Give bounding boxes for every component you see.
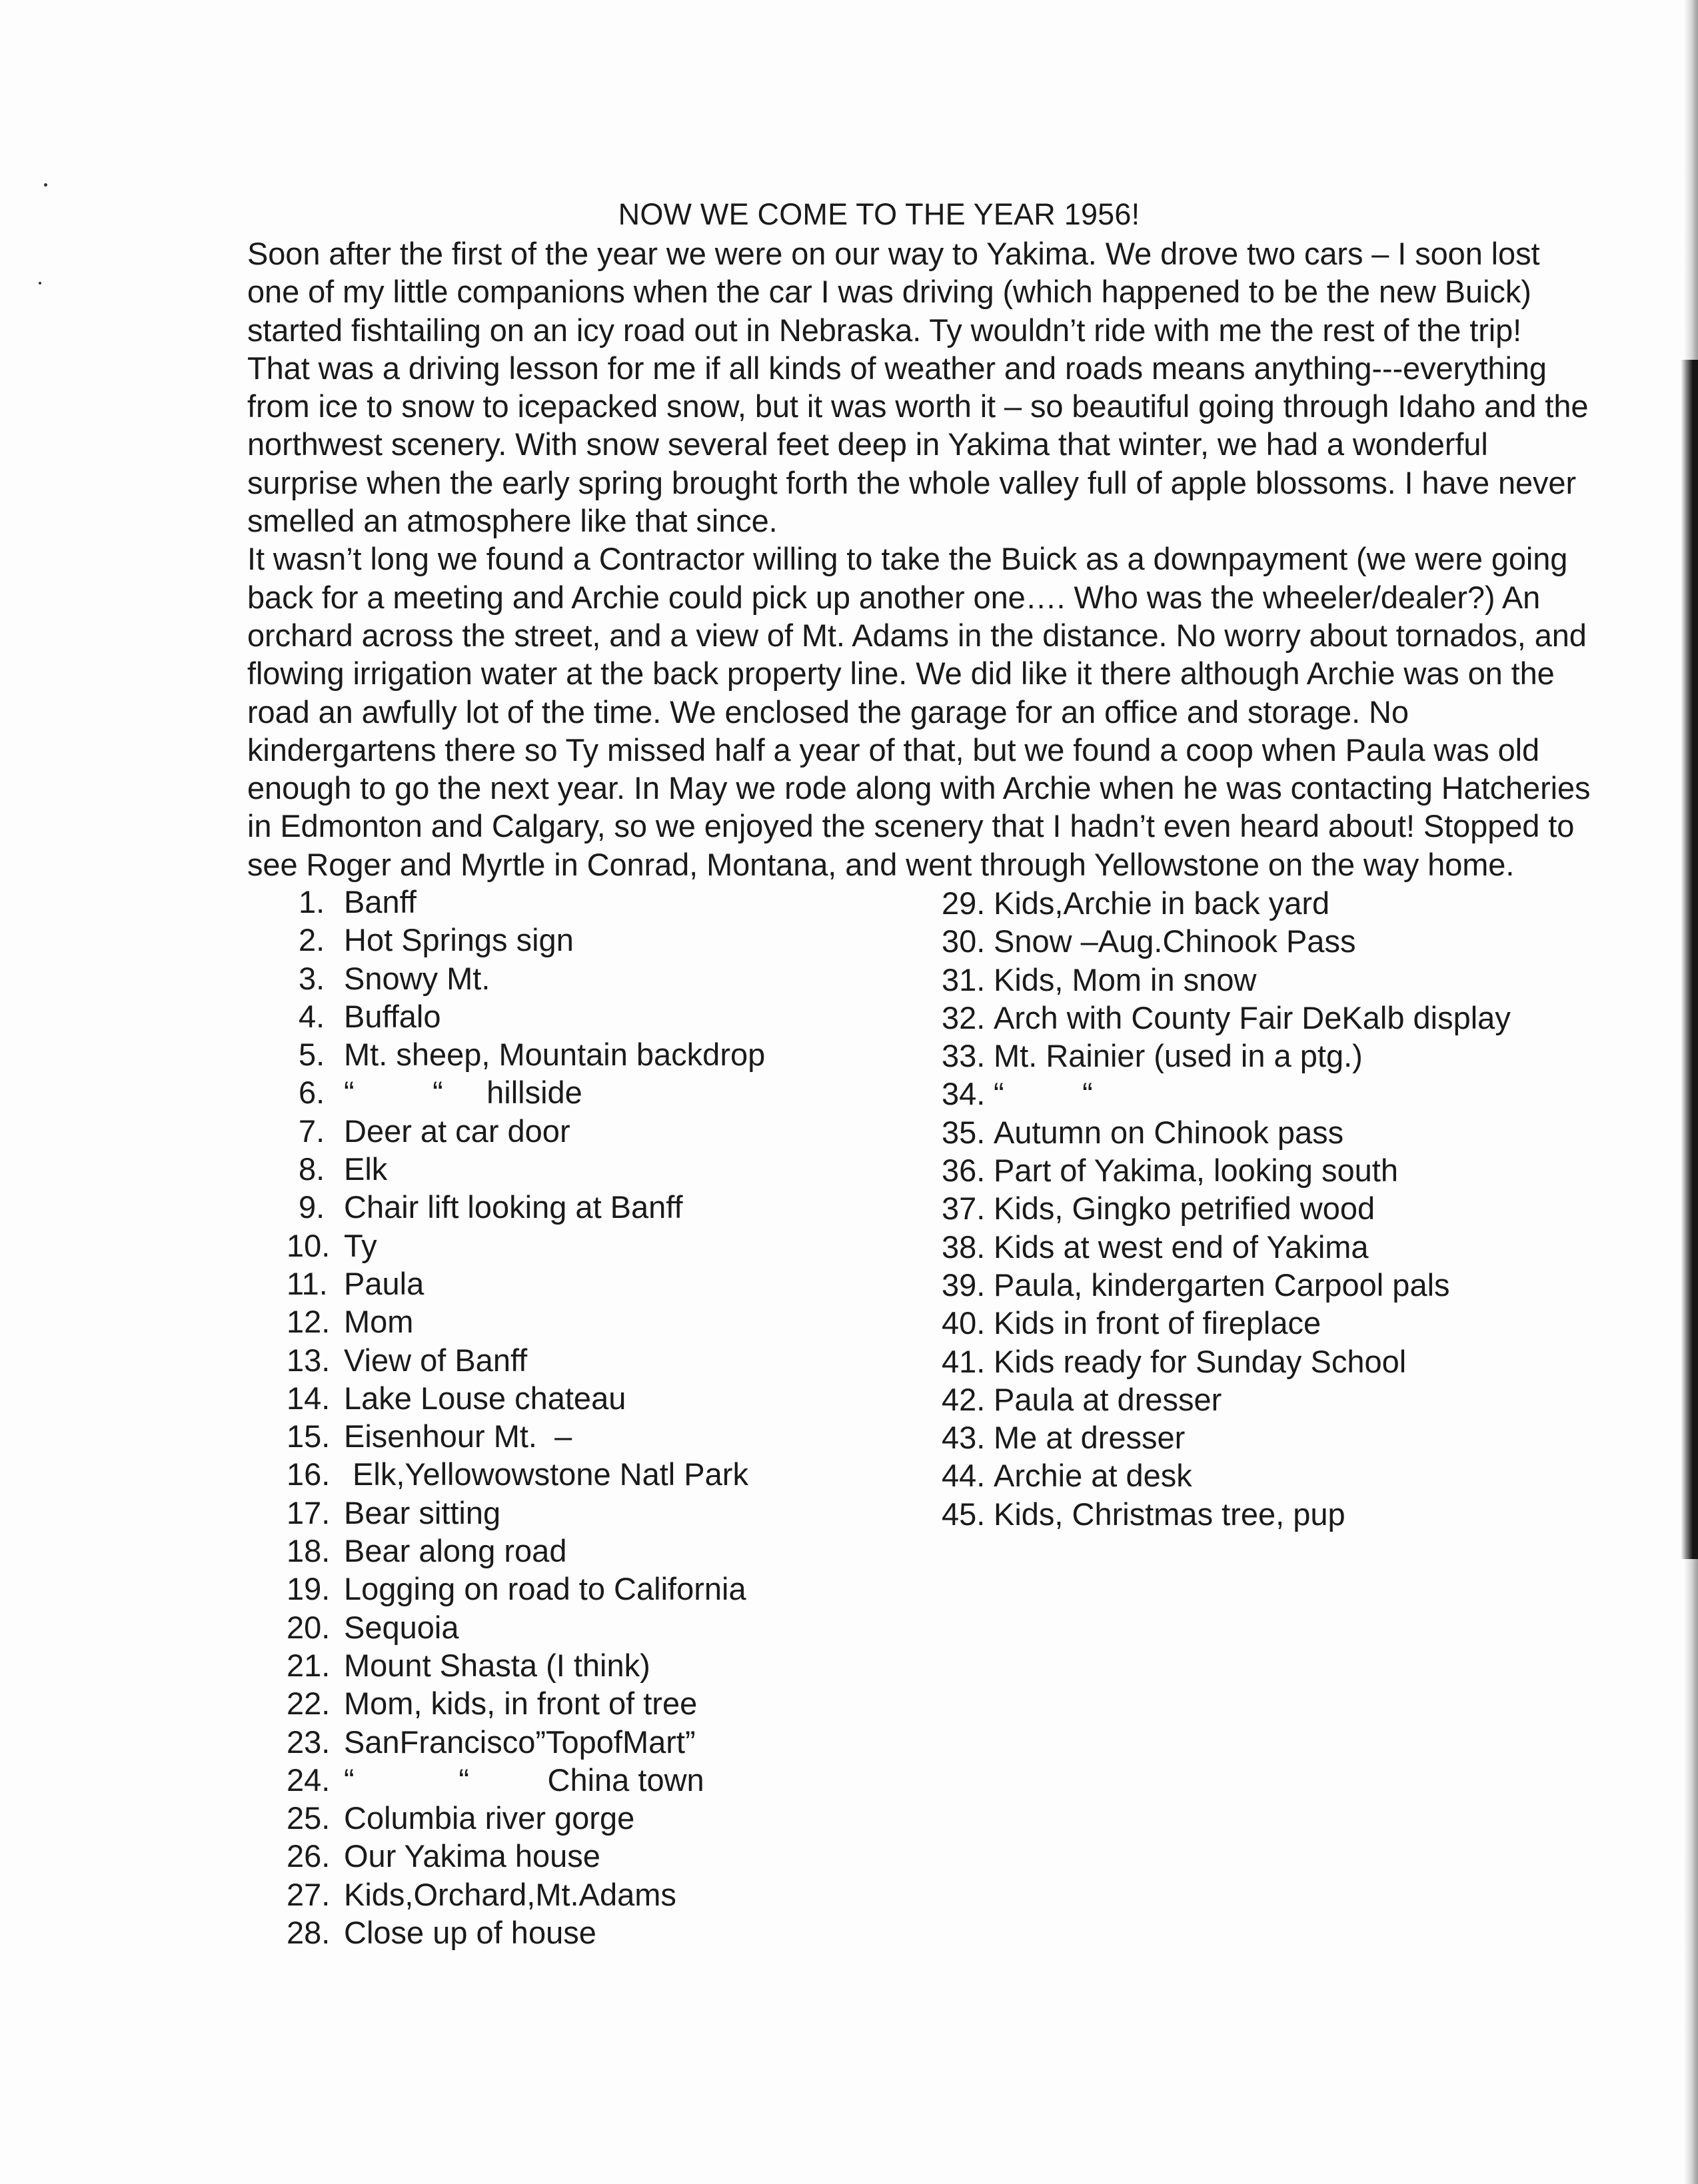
photo-list-item	[942, 1304, 1641, 1342]
photo-list-caption: “ “ hillside	[344, 1075, 582, 1111]
photo-list-number: 20.	[287, 1609, 331, 1645]
photo-list-number: 12.	[287, 1304, 331, 1340]
photo-list-right	[942, 884, 1641, 1533]
photo-list-item	[287, 1761, 926, 1799]
photo-list-item	[942, 1456, 1641, 1494]
photo-list-number: 27.	[287, 1876, 331, 1912]
photo-list-number: 44.	[942, 1458, 986, 1494]
paragraph-line: kindergartens there so Ty missed half a year of that, but we found a coop when Paula was old	[247, 732, 1539, 768]
photo-list-item	[287, 921, 926, 959]
photo-list-number: 1.	[299, 884, 325, 919]
photo-list-number: 42.	[942, 1381, 986, 1417]
photo-list-caption: Close up of house	[344, 1915, 596, 1951]
photo-list-caption: Paula, kindergarten Carpool pals	[994, 1267, 1450, 1303]
photo-list-item	[287, 1913, 926, 1951]
photo-list-item	[287, 1876, 926, 1913]
photo-list-item	[287, 1265, 926, 1303]
photo-list-caption: Kids ready for Sunday School	[994, 1343, 1407, 1379]
photo-list-item	[287, 1646, 926, 1684]
paragraph-line: That was a driving lesson for me if all kinds of weather and roads means anything---everything	[247, 350, 1547, 386]
photo-list-caption: Paula at dresser	[994, 1381, 1222, 1417]
paragraph-line: in Edmonton and Calgary, so we enjoyed the scenery that I hadn’t even heard about! Stopped to	[247, 808, 1575, 844]
photo-list-caption: Kids,Orchard,Mt.Adams	[344, 1876, 676, 1912]
paragraph-line: back for a meeting and Archie could pick up another one…. Who was the wheeler/dealer?) An	[247, 579, 1541, 615]
photo-list-item	[287, 1073, 926, 1111]
photo-list-number: 28.	[287, 1915, 331, 1951]
paragraph-line: surprise when the early spring brought forth the whole valley full of apple blossoms. I have never	[247, 464, 1577, 500]
photo-list-caption: Hot Springs sign	[344, 922, 574, 958]
photo-list-caption: Elk,Yellowowstone Natl Park	[344, 1456, 748, 1492]
photo-list-item	[942, 922, 1641, 960]
photo-list-caption: Buffalo	[344, 998, 441, 1034]
paragraph-line: enough to go the next year. In May we rode along with Archie when he was contacting Hatcheries	[247, 770, 1591, 806]
photo-list-number: 8.	[299, 1151, 325, 1187]
photo-list-caption: Part of Yakima, looking south	[994, 1153, 1398, 1189]
photo-list-item	[287, 1570, 926, 1608]
photo-list-caption: View of Banff	[344, 1342, 528, 1378]
photo-list-number: 5.	[299, 1037, 325, 1073]
photo-list-caption: Mom	[344, 1304, 414, 1340]
paragraph-line: orchard across the street, and a view of Mt. Adams in the distance. No worry about tornados, and	[247, 617, 1587, 653]
photo-list-item	[287, 1417, 926, 1455]
photo-list-number: 18.	[287, 1533, 331, 1569]
photo-list-number: 34.	[942, 1076, 986, 1112]
photo-list-caption: Kids,Archie in back yard	[994, 885, 1330, 921]
photo-list-caption: Lake Louse chateau	[344, 1380, 626, 1416]
photo-list-caption: Elk	[344, 1151, 388, 1187]
paragraph-line: started fishtailing on an icy road out in Nebraska. Ty wouldn’t ride with me the rest of the trip!	[247, 312, 1522, 348]
photo-list-caption: Mom, kids, in front of tree	[344, 1686, 698, 1722]
photo-list-number: 17.	[287, 1494, 331, 1530]
photo-list-caption: Bear along road	[344, 1533, 567, 1569]
paragraph-line: smelled an atmosphere like that since.	[247, 503, 778, 539]
photo-list-number: 29.	[942, 885, 986, 921]
photo-list-item	[287, 1379, 926, 1417]
photo-list-number: 32.	[942, 999, 986, 1035]
photo-list-caption: SanFrancisco”TopofMart”	[344, 1724, 696, 1760]
photo-list-caption: Eisenhour Mt. –	[344, 1418, 572, 1454]
photo-list-caption: “ “	[994, 1076, 1093, 1112]
photo-list-number: 37.	[942, 1191, 986, 1227]
photo-list-item	[287, 1455, 926, 1493]
photo-list-caption: Chair lift looking at Banff	[344, 1189, 683, 1225]
photo-list-caption: Kids, Christmas tree, pup	[994, 1496, 1345, 1532]
photo-list-item	[942, 1495, 1641, 1533]
photo-list-item	[287, 1799, 926, 1837]
photo-list-caption: Kids, Gingko petrified wood	[994, 1191, 1375, 1227]
photo-list-item	[942, 1380, 1641, 1418]
paragraph-line: see Roger and Myrtle in Conrad, Montana, and went through Yellowstone on the way home.	[247, 846, 1515, 882]
photo-list-number: 4.	[299, 998, 325, 1034]
photo-list-caption: Sequoia	[344, 1609, 459, 1645]
photo-list-item	[942, 999, 1641, 1037]
photo-list-number: 6.	[299, 1075, 325, 1111]
paragraph-line: road an awfully lot of the time. We enclosed the garage for an office and storage. No	[247, 694, 1409, 730]
photo-list-caption: Banff	[344, 884, 417, 919]
photo-list-item	[942, 1266, 1641, 1304]
photo-list-number: 19.	[287, 1571, 331, 1607]
photo-list-caption: Snow –Aug.Chinook Pass	[994, 923, 1356, 959]
photo-list-caption: Bear sitting	[344, 1494, 501, 1530]
photo-list-item	[287, 1227, 926, 1265]
photo-list-caption: Columbia river gorge	[344, 1800, 635, 1836]
page-title: NOW WE COME TO THE YEAR 1956!	[618, 197, 1140, 231]
photo-list-number: 43.	[942, 1420, 986, 1456]
photo-list-item	[942, 1037, 1641, 1075]
photo-list-number: 36.	[942, 1153, 986, 1189]
photo-list-item	[287, 959, 926, 997]
photo-list-caption: Me at dresser	[994, 1420, 1186, 1456]
photo-list-item	[942, 1113, 1641, 1151]
photo-list-item	[942, 1418, 1641, 1456]
photo-list-number: 26.	[287, 1838, 331, 1874]
photo-list-number: 31.	[942, 961, 986, 997]
photo-list-caption: Archie at desk	[994, 1458, 1192, 1494]
photo-list-caption: Kids, Mom in snow	[994, 961, 1257, 997]
photo-list-item	[942, 884, 1641, 922]
photo-list-item	[287, 1150, 926, 1188]
photo-list-item	[287, 1837, 926, 1875]
photo-list-number: 16.	[287, 1456, 331, 1492]
photo-list-item	[942, 1189, 1641, 1227]
paragraph-line: Soon after the first of the year we were on our way to Yakima. We drove two cars – I soon lost	[247, 236, 1540, 271]
photo-list-number: 21.	[287, 1647, 331, 1683]
photo-list-number: 2.	[299, 922, 325, 958]
photo-list-item	[287, 1532, 926, 1570]
photo-list-number: 45.	[942, 1496, 986, 1532]
photo-list-number: 30.	[942, 923, 986, 959]
photo-list-number: 7.	[299, 1113, 325, 1149]
photo-list-item	[287, 1341, 926, 1379]
photo-list-item	[287, 1035, 926, 1073]
photo-list-number: 24.	[287, 1762, 331, 1798]
photo-list-number: 15.	[287, 1418, 331, 1454]
photo-list-number: 40.	[942, 1305, 986, 1341]
photo-list-caption: Mount Shasta (I think)	[344, 1647, 650, 1683]
paragraph-line: one of my little companions when the car I was driving (which happened to be the new Buick)	[247, 274, 1531, 310]
photo-list-item	[287, 1608, 926, 1646]
photo-list-caption: Paula	[344, 1265, 424, 1301]
scan-speck	[39, 282, 41, 284]
photo-list-number: 23.	[287, 1724, 331, 1760]
photo-list-number: 41.	[942, 1343, 986, 1379]
photo-list-item	[942, 1075, 1641, 1113]
photo-list-caption: Mt. Rainier (used in a ptg.)	[994, 1038, 1363, 1074]
scan-speck	[44, 183, 47, 187]
photo-list-item	[287, 1684, 926, 1722]
photo-list-number: 25.	[287, 1800, 331, 1836]
paragraph-line: flowing irrigation water at the back property line. We did like it there although Archie was on the	[247, 656, 1555, 692]
photo-list-number: 13.	[287, 1342, 331, 1378]
photo-list-item	[287, 1303, 926, 1341]
photo-list-item	[287, 1723, 926, 1761]
photo-list-item	[287, 997, 926, 1035]
photo-list-caption: “ “ China town	[344, 1762, 704, 1798]
photo-list-number: 14.	[287, 1380, 331, 1416]
photo-list-item	[287, 883, 926, 921]
photo-list-number: 11.	[287, 1265, 328, 1301]
photo-list-number: 10.	[287, 1227, 331, 1263]
photo-list-number: 3.	[299, 960, 325, 996]
photo-list-caption: Mt. sheep, Mountain backdrop	[344, 1037, 766, 1073]
photo-list-caption: Arch with County Fair DeKalb display	[994, 999, 1511, 1035]
photo-list-left	[287, 883, 926, 1951]
photo-list-number: 22.	[287, 1686, 331, 1722]
photo-list-item	[942, 1343, 1641, 1380]
photo-list-number: 35.	[942, 1114, 986, 1150]
paragraph-line: northwest scenery. With snow several feet deep in Yakima that winter, we had a wonderful	[247, 426, 1488, 462]
photo-list-caption: Kids in front of fireplace	[994, 1305, 1321, 1341]
photo-list-item	[287, 1112, 926, 1150]
photo-list-item	[942, 961, 1641, 999]
photo-list-caption: Logging on road to California	[344, 1571, 746, 1607]
photo-list-caption: Autumn on Chinook pass	[994, 1114, 1344, 1150]
photo-list-number: 39.	[942, 1267, 986, 1303]
photo-list-caption: Deer at car door	[344, 1113, 570, 1149]
photo-list-item	[287, 1494, 926, 1532]
paragraph-line: It wasn’t long we found a Contractor willing to take the Buick as a downpayment (we were going	[247, 541, 1568, 577]
photo-list-caption: Kids at west end of Yakima	[994, 1229, 1369, 1265]
photo-list-number: 33.	[942, 1038, 986, 1074]
photo-list-item	[942, 1151, 1641, 1189]
photo-list-item	[942, 1228, 1641, 1266]
photo-list-number: 38.	[942, 1229, 986, 1265]
body-paragraph	[247, 235, 1687, 883]
photo-list-caption: Our Yakima house	[344, 1838, 600, 1874]
photo-list-number: 9.	[299, 1189, 325, 1225]
photo-list-item	[287, 1188, 926, 1226]
photo-list-caption: Ty	[344, 1227, 377, 1263]
photo-list-caption: Snowy Mt.	[344, 960, 490, 996]
paragraph-line: from ice to snow to icepacked snow, but it was worth it – so beautiful going through Idaho and the	[247, 388, 1589, 424]
